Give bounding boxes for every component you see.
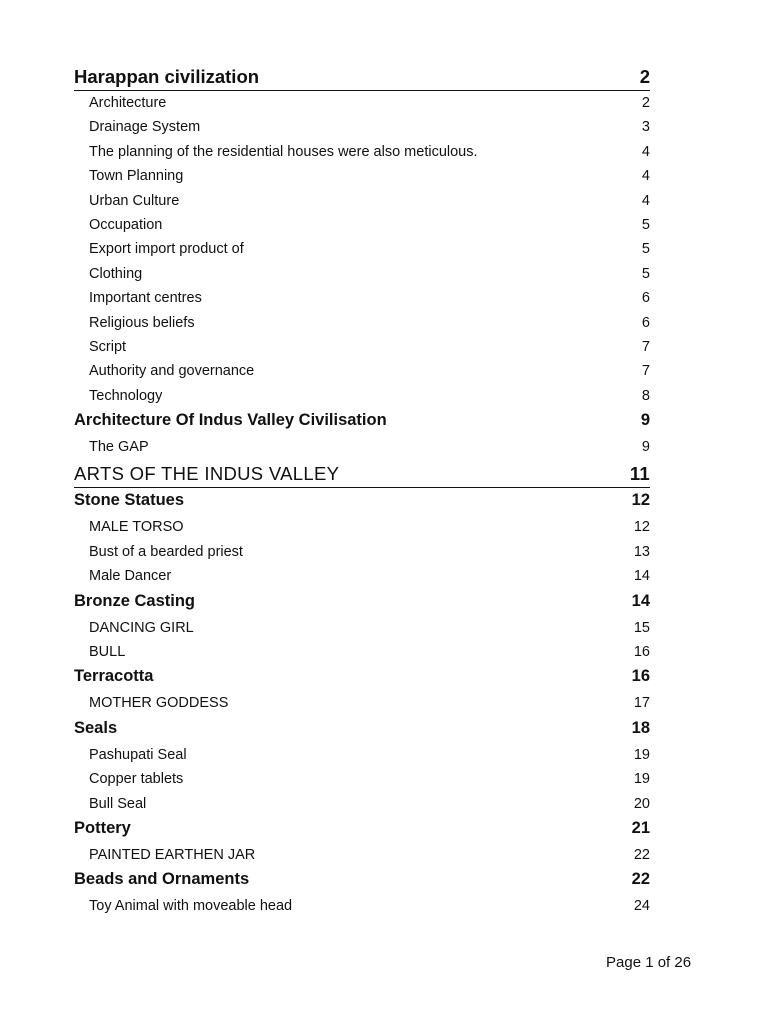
toc-chapter-heading[interactable] — [74, 66, 650, 91]
toc-entry-page-number: 3 — [641, 119, 650, 136]
toc-entry-title: Bust of a bearded priest — [89, 543, 243, 560]
toc-entry-title: Religious beliefs — [89, 314, 195, 331]
toc-entry-title: Important centres — [89, 290, 202, 307]
toc-entry-title: Stone Statues — [74, 491, 185, 510]
toc-entry-page-number: 16 — [631, 667, 650, 686]
toc-entry-title: Occupation — [89, 216, 163, 233]
toc-entry-title: Toy Animal with moveable head — [89, 898, 293, 915]
toc-entry-title: Town Planning — [89, 168, 184, 185]
toc-chapter-heading[interactable] — [74, 463, 650, 488]
toc-subentry[interactable] — [74, 640, 650, 664]
toc-entry-page-number: 20 — [633, 795, 650, 812]
toc-section-heading[interactable] — [74, 491, 650, 515]
toc-entry-title: Pottery — [74, 818, 131, 837]
toc-entry-title: Export import product of — [89, 241, 244, 258]
toc-entry-page-number: 14 — [631, 591, 650, 610]
toc-subentry[interactable] — [74, 213, 650, 237]
toc-entry-page-number: 19 — [633, 746, 650, 763]
toc-entry-title: Technology — [89, 387, 163, 404]
toc-entry-page-number: 9 — [640, 411, 650, 430]
toc-entry-title: ARTS OF THE INDUS VALLEY — [74, 463, 340, 485]
toc-section-heading[interactable] — [74, 719, 650, 743]
toc-entry-title: Harappan civilization — [74, 66, 260, 87]
toc-subentry[interactable] — [74, 515, 650, 539]
toc-entry-title: Beads and Ornaments — [74, 870, 250, 889]
toc-entry-page-number: 22 — [631, 870, 650, 889]
toc-subentry[interactable] — [74, 189, 650, 213]
toc-subentry[interactable] — [74, 164, 650, 188]
toc-entry-page-number: 12 — [633, 519, 650, 536]
toc-subentry[interactable] — [74, 384, 650, 408]
toc-entry-title: Bull Seal — [89, 795, 147, 812]
toc-entry-title: Bronze Casting — [74, 591, 196, 610]
toc-entry-page-number: 21 — [631, 818, 650, 837]
toc-subentry[interactable] — [74, 115, 650, 139]
toc-entry-page-number: 7 — [641, 363, 650, 380]
toc-entry-title: Terracotta — [74, 667, 154, 686]
toc-entry-page-number: 18 — [631, 718, 650, 737]
toc-entry-title: MALE TORSO — [89, 519, 184, 536]
toc-subentry[interactable] — [74, 311, 650, 335]
toc-entry-title: The GAP — [89, 439, 149, 456]
toc-entry-page-number: 11 — [629, 463, 650, 485]
toc-subentry[interactable] — [74, 237, 650, 261]
toc-subentry[interactable] — [74, 140, 650, 164]
toc-section-heading[interactable] — [74, 870, 650, 894]
toc-entry-page-number: 9 — [641, 439, 650, 456]
toc-subentry[interactable] — [74, 262, 650, 286]
toc-entry-page-number: 13 — [633, 543, 650, 560]
toc-subentry[interactable] — [74, 767, 650, 791]
toc-entry-title: The planning of the residential houses were also meticulous. — [89, 143, 478, 160]
toc-entry-page-number: 6 — [641, 290, 650, 307]
toc-entry-title: BULL — [89, 644, 126, 661]
toc-section-heading[interactable] — [74, 819, 650, 843]
toc-subentry[interactable] — [74, 359, 650, 383]
toc-entry-title: MOTHER GODDESS — [89, 695, 229, 712]
toc-section-heading[interactable] — [74, 411, 650, 435]
toc-subentry[interactable] — [74, 91, 650, 115]
toc-entry-page-number: 15 — [633, 619, 650, 636]
toc-subentry[interactable] — [74, 335, 650, 359]
toc-entry-page-number: 12 — [631, 491, 650, 510]
page-number-footer: Page 1 of 26 — [606, 954, 692, 971]
toc-entry-title: Drainage System — [89, 119, 201, 136]
toc-entry-page-number: 4 — [641, 143, 650, 160]
toc-entry-title: Urban Culture — [89, 192, 180, 209]
toc-entry-page-number: 19 — [633, 771, 650, 788]
toc-entry-page-number: 6 — [641, 314, 650, 331]
toc-entry-page-number: 8 — [641, 387, 650, 404]
toc-entry-title: Authority and governance — [89, 363, 255, 380]
toc-entry-title: PAINTED EARTHEN JAR — [89, 846, 256, 863]
toc-subentry[interactable] — [74, 843, 650, 867]
toc-entry-page-number: 5 — [641, 241, 650, 258]
toc-entry-title: Male Dancer — [89, 568, 172, 585]
toc-section-heading[interactable] — [74, 667, 650, 691]
toc-entry-page-number: 22 — [633, 846, 650, 863]
toc-entry-page-number: 24 — [633, 898, 650, 915]
toc-entry-title: Copper tablets — [89, 771, 184, 788]
toc-entry-page-number: 7 — [641, 338, 650, 355]
toc-entry-title: Seals — [74, 718, 118, 737]
toc-subentry[interactable] — [74, 435, 650, 459]
toc-entry-title: Clothing — [89, 265, 143, 282]
toc-subentry[interactable] — [74, 691, 650, 715]
toc-section-heading[interactable] — [74, 592, 650, 616]
table-of-contents — [74, 66, 650, 919]
toc-entry-title: DANCING GIRL — [89, 619, 194, 636]
toc-subentry[interactable] — [74, 540, 650, 564]
toc-entry-page-number: 2 — [639, 66, 650, 87]
toc-subentry[interactable] — [74, 564, 650, 588]
toc-entry-page-number: 2 — [641, 95, 650, 111]
toc-subentry[interactable] — [74, 616, 650, 640]
toc-entry-title: Pashupati Seal — [89, 746, 187, 763]
toc-entry-title: Script — [89, 338, 127, 355]
toc-entry-page-number: 5 — [641, 265, 650, 282]
toc-entry-page-number: 16 — [633, 644, 650, 661]
toc-subentry[interactable] — [74, 286, 650, 310]
toc-entry-page-number: 14 — [633, 568, 650, 585]
toc-entry-page-number: 4 — [641, 192, 650, 209]
toc-entry-title: Architecture Of Indus Valley Civilisation — [74, 411, 387, 430]
toc-entry-page-number: 4 — [641, 168, 650, 185]
toc-subentry[interactable] — [74, 743, 650, 767]
toc-subentry[interactable] — [74, 894, 650, 918]
toc-entry-page-number: 17 — [633, 695, 650, 712]
toc-entry-page-number: 5 — [641, 216, 650, 233]
toc-subentry[interactable] — [74, 792, 650, 816]
toc-entry-title: Architecture — [89, 95, 167, 111]
